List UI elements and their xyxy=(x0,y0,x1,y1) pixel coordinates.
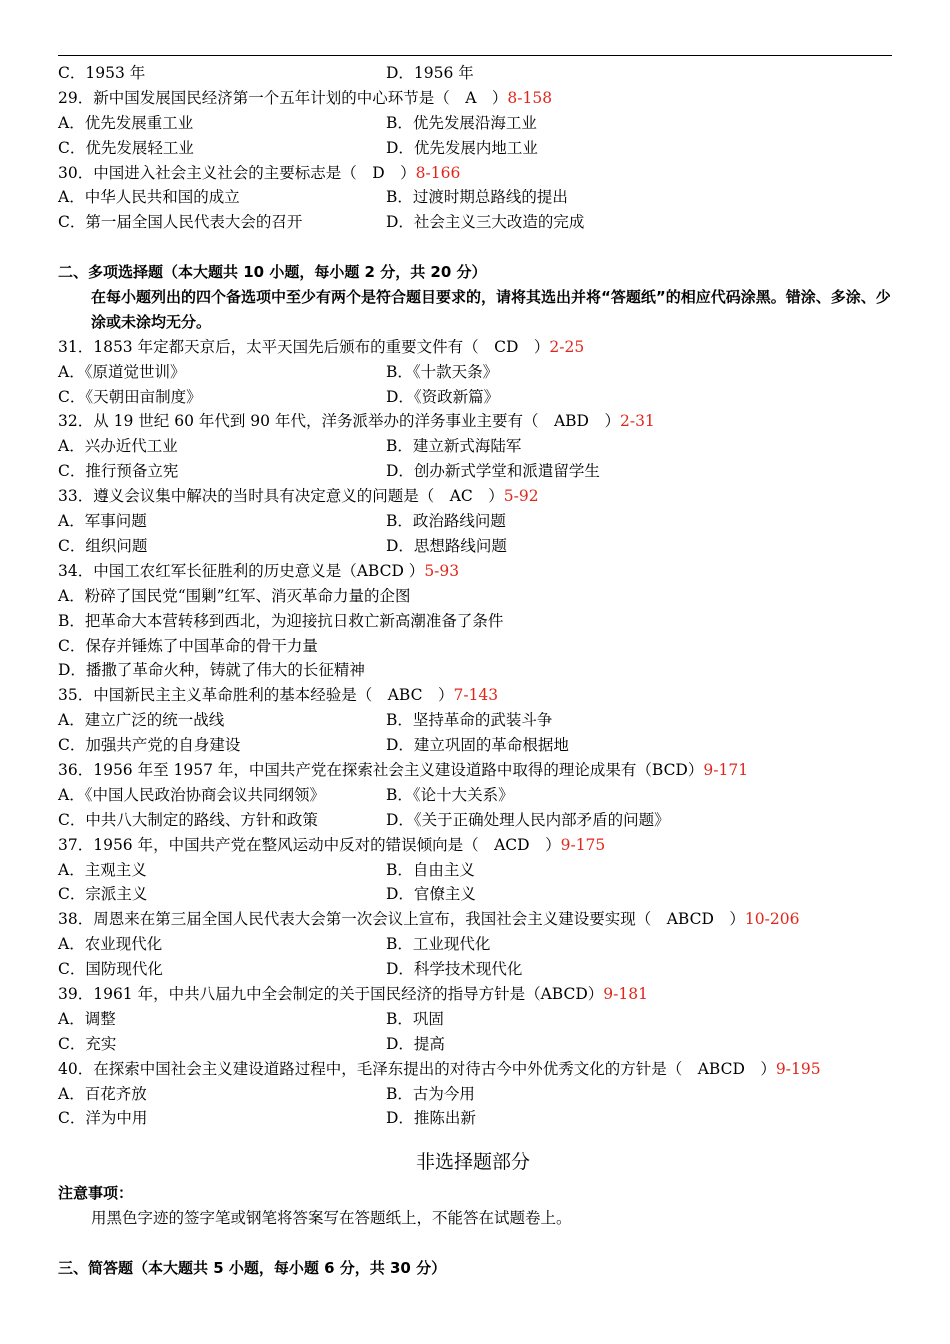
option: D．《关于正确处理人民内部矛盾的问题》 xyxy=(386,810,670,829)
page-reference: 2-25 xyxy=(549,337,585,356)
option: A．中华人民共和国的成立 xyxy=(58,188,240,207)
option: B．政治路线问题 xyxy=(386,512,506,531)
page-reference: 7-143 xyxy=(453,686,499,705)
spacer xyxy=(58,235,898,260)
option: B．《十款天条》 xyxy=(386,362,499,381)
option: A．农业现代化 xyxy=(58,935,163,954)
option: B．坚持革命的武装斗争 xyxy=(386,711,553,730)
page-reference: 9-195 xyxy=(775,1059,821,1078)
option: C．国防现代化 xyxy=(58,960,163,979)
option-row xyxy=(58,385,898,410)
notice-text: 用黑色字迹的签字笔或钢笔将答案写在答题纸上，不能答在试题卷上。 xyxy=(91,1209,572,1228)
question-40 xyxy=(58,1057,898,1082)
option: D．科学技术现代化 xyxy=(386,960,523,979)
option: A．兴办近代工业 xyxy=(58,437,178,456)
option: B．《论十大关系》 xyxy=(386,785,514,804)
option: B．自由主义 xyxy=(386,860,475,879)
option: C．洋为中用 xyxy=(58,1109,148,1128)
option-row xyxy=(58,136,898,161)
question-stem: 35．中国新民主主义革命胜利的基本经验是（ ABC ） xyxy=(58,686,454,705)
option: B．把革命大本营转移到西北，为迎接抗日救亡新高潮准备了条件 xyxy=(58,611,504,630)
question-32 xyxy=(58,409,898,434)
question-stem: 34．中国工农红军长征胜利的历史意义是（ABCD ） xyxy=(58,561,425,580)
spacer xyxy=(58,1131,898,1143)
option-row xyxy=(58,932,898,957)
option-row xyxy=(58,1007,898,1032)
option-row xyxy=(58,111,898,136)
option-row xyxy=(58,808,898,833)
option: D．播撒了革命火种，铸就了伟大的长征精神 xyxy=(58,661,365,680)
question-stem: 39．1961 年，中共八届九中全会制定的关于国民经济的指导方针是（ABCD） xyxy=(58,984,604,1003)
option: A．调整 xyxy=(58,1009,116,1028)
option: A．粉碎了国民党“围剿”红军、消灭革命力量的企图 xyxy=(58,586,411,605)
spacer xyxy=(58,1231,898,1256)
option-row xyxy=(58,210,898,235)
page-reference: 8-158 xyxy=(507,88,553,107)
option-row xyxy=(58,708,898,733)
option: C．充实 xyxy=(58,1034,117,1053)
page-reference: 5-93 xyxy=(424,561,460,580)
question-stem: 31．1853 年定都天京后，太平天国先后颁布的重要文件有（ CD ） xyxy=(58,337,550,356)
page-reference: 2-31 xyxy=(619,412,655,431)
option: A．《中国人民政治协商会议共同纲领》 xyxy=(58,785,325,804)
option-row xyxy=(58,534,898,559)
option: C．保存并锤炼了中国革命的骨干力量 xyxy=(58,636,318,655)
option-row xyxy=(58,185,898,210)
option-row xyxy=(58,783,898,808)
page-reference: 8-166 xyxy=(415,163,461,182)
option: A．主观主义 xyxy=(58,860,147,879)
option: C．第一届全国人民代表大会的召开 xyxy=(58,213,303,232)
option: D．优先发展内地工业 xyxy=(386,138,538,157)
question-35 xyxy=(58,683,898,708)
question-stem: 40．在探索中国社会主义建设道路过程中，毛泽东提出的对待古今中外优秀文化的方针是（ ABCD ） xyxy=(58,1059,776,1078)
option: A．优先发展重工业 xyxy=(58,113,194,132)
question-30 xyxy=(58,161,898,186)
page-reference: 9-181 xyxy=(603,984,648,1003)
question-34 xyxy=(58,559,898,584)
option: A．军事问题 xyxy=(58,512,147,531)
option: A．百花齐放 xyxy=(58,1084,147,1103)
question-stem: 38．周恩来在第三届全国人民代表大会第一次会议上宣布，我国社会主义建设要实现（ ABCD ） xyxy=(58,910,745,929)
page-reference: 9-175 xyxy=(560,835,606,854)
option: C．组织问题 xyxy=(58,536,148,555)
option: C．推行预备立宪 xyxy=(58,462,179,481)
option: C．加强共产党的自身建设 xyxy=(58,736,241,755)
question-stem: 29．新中国发展国民经济第一个五年计划的中心环节是（ A ） xyxy=(58,88,508,107)
option-row xyxy=(58,957,898,982)
option-row xyxy=(58,360,898,385)
question-stem: 32．从 19 世纪 60 年代到 90 年代，洋务派举办的洋务事业主要有（ ABD ） xyxy=(58,412,620,431)
question-36 xyxy=(58,758,898,783)
header-rule xyxy=(58,55,892,56)
option: D．建立巩固的革命根据地 xyxy=(386,736,569,755)
option: D．推陈出新 xyxy=(386,1109,476,1128)
question-39 xyxy=(58,982,898,1007)
section-instruction: 在每小题列出的四个备选项中至少有两个是符合题目要求的，请将其选出并将“答题纸”的相应代码涂黑。错涂、多涂、少涂或未涂均无分。 xyxy=(91,288,891,331)
option-row xyxy=(58,61,898,86)
option: D．创办新式学堂和派遣留学生 xyxy=(386,462,600,481)
option: D．官僚主义 xyxy=(386,885,476,904)
option-row xyxy=(58,1106,898,1131)
option: A．《原道觉世训》 xyxy=(58,362,186,381)
question-37 xyxy=(58,833,898,858)
option-row xyxy=(58,882,898,907)
option: B．工业现代化 xyxy=(386,935,491,954)
option: B．巩固 xyxy=(386,1009,444,1028)
option: C．中共八大制定的路线、方针和政策 xyxy=(58,810,318,829)
option: D．《资政新篇》 xyxy=(386,387,500,406)
page-reference: 10-206 xyxy=(744,910,800,929)
notice-label: 注意事项： xyxy=(58,1184,134,1203)
option: C．优先发展轻工业 xyxy=(58,138,194,157)
option-row xyxy=(58,509,898,534)
exam-content xyxy=(58,61,898,1281)
question-29 xyxy=(58,86,898,111)
option-row xyxy=(58,733,898,758)
question-stem: 36．1956 年至 1957 年，中国共产党在探索社会主义建设道路中取得的理论成果有（BCD） xyxy=(58,760,704,779)
question-38 xyxy=(58,907,898,932)
page-reference: 5-92 xyxy=(503,487,539,506)
question-stem: 33．遵义会议集中解决的当时具有决定意义的问题是（ AC ） xyxy=(58,487,504,506)
option: A．建立广泛的统一战线 xyxy=(58,711,225,730)
section-heading: 三、简答题（本大题共 5 小题，每小题 6 分，共 30 分） xyxy=(58,1258,447,1277)
option: D．提高 xyxy=(386,1034,445,1053)
option: B．过渡时期总路线的提出 xyxy=(386,188,568,207)
option: D．社会主义三大改造的完成 xyxy=(386,213,585,232)
option-row xyxy=(58,1032,898,1057)
option-row xyxy=(58,459,898,484)
option-row xyxy=(58,1082,898,1107)
option-row xyxy=(58,858,898,883)
page-reference: 9-171 xyxy=(703,760,749,779)
question-stem: 30．中国进入社会主义社会的主要标志是（ D ） xyxy=(58,163,416,182)
question-stem: 37．1956 年，中国共产党在整风运动中反对的错误倾向是（ ACD ） xyxy=(58,835,561,854)
option: C．宗派主义 xyxy=(58,885,148,904)
option: D．思想路线问题 xyxy=(386,536,507,555)
section-heading: 二、多项选择题（本大题共 10 小题，每小题 2 分，共 20 分） xyxy=(58,263,487,282)
question-33 xyxy=(58,484,898,509)
option: C．1953 年 xyxy=(58,64,146,82)
question-31 xyxy=(58,335,898,360)
option: B．优先发展沿海工业 xyxy=(386,113,537,132)
option-row xyxy=(58,434,898,459)
part-title: 非选择题部分 xyxy=(415,1151,530,1174)
option: B．古为今用 xyxy=(386,1084,475,1103)
option: C．《天朝田亩制度》 xyxy=(58,387,202,406)
option: B．建立新式海陆军 xyxy=(386,437,522,456)
option: D．1956 年 xyxy=(386,64,474,82)
